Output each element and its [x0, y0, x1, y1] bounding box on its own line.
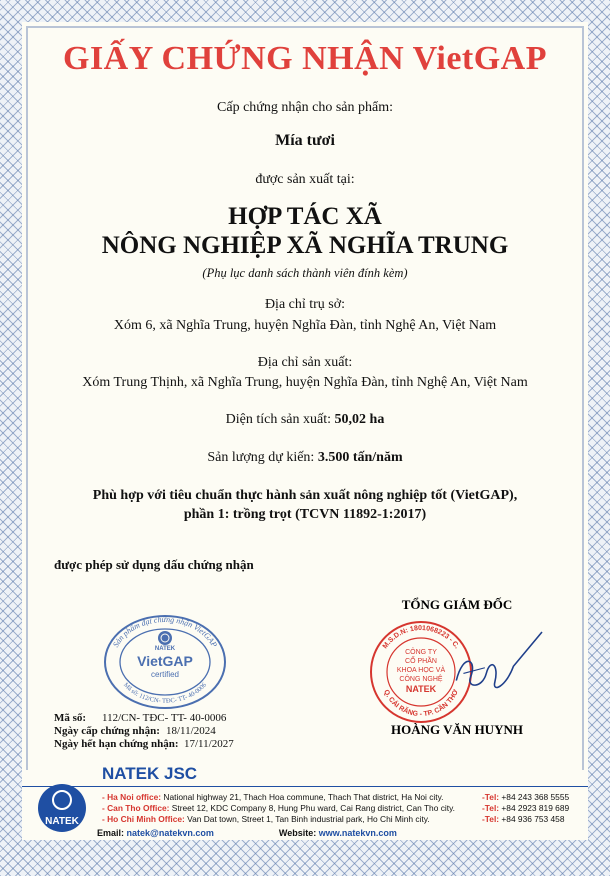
area-label: Diện tích sản xuất:	[225, 412, 332, 427]
seal-org: NATEK	[154, 646, 176, 652]
code-label: Mã số:	[54, 712, 87, 724]
yield-value: 3.500 tấn/năm	[317, 450, 403, 465]
production-address-label: Địa chỉ sản xuất:	[257, 355, 353, 370]
certificate-body	[22, 22, 588, 818]
permit-text: được phép sử dụng dấu chứng nhận	[54, 557, 254, 572]
certified-for-label: Cấp chứng nhận cho sản phẩm:	[217, 100, 393, 115]
expiry-label: Ngày hết hạn chứng nhận:	[54, 738, 179, 750]
tel-value: +84 243 368 5555	[501, 792, 570, 802]
expiry-value: 17/11/2027	[184, 738, 234, 750]
code-value: 112/CN- TĐC- TT- 40-0006	[102, 712, 227, 724]
hq-address: Xóm 6, xã Nghĩa Trung, huyện Nghĩa Đàn, tỉnh Nghệ An, Việt Nam	[113, 318, 497, 333]
office-row	[102, 803, 455, 814]
stamp-line-2: CỔ PHẦN	[405, 658, 437, 665]
tel-label: -Tel:	[482, 803, 500, 813]
email-link[interactable]: natek@natekvn.com	[126, 828, 214, 838]
seal-sub: certified	[150, 670, 180, 679]
phone-list	[482, 792, 569, 825]
production-area	[22, 412, 588, 428]
stamp-line-5: NATEK	[405, 684, 437, 694]
office-list	[102, 792, 455, 825]
coop-name-line1: HỢP TÁC XÃ	[228, 203, 382, 230]
appendix-note: (Phụ lục danh sách thành viên đính kèm)	[202, 266, 408, 280]
hq-address-label: Địa chỉ trụ sở:	[264, 297, 346, 312]
production-address: Xóm Trung Thịnh, xã Nghĩa Trung, huyện Nghĩa Đàn, tỉnh Nghệ An, Việt Nam	[82, 375, 528, 390]
expected-yield	[22, 450, 588, 466]
standard-line-2: phần 1: trồng trọt (TCVN 11892-1:2017)	[183, 507, 427, 522]
seal-arc-text: Sản phẩm đạt chứng nhận VietGAP	[111, 614, 219, 649]
tel-label: -Tel:	[482, 792, 500, 802]
website-link[interactable]: www.natekvn.com	[318, 828, 397, 838]
natek-logo	[36, 782, 88, 834]
footer-divider	[22, 786, 588, 787]
seal-code-text: Mã số: 112/CN- TĐC- TT- 40-0006	[121, 681, 208, 705]
code-row	[54, 712, 234, 725]
office-name: - Can Tho Office:	[102, 803, 170, 813]
product-name: Mía tươi	[275, 132, 335, 149]
logo-text: NATEK	[45, 816, 79, 827]
phone-row	[482, 803, 569, 814]
footer	[22, 764, 588, 840]
director-title: TỔNG GIÁM ĐỐC	[401, 597, 513, 612]
office-row	[102, 814, 455, 825]
website-label: Website:	[278, 828, 317, 838]
stamp-line-3: KHOA HỌC VÀ	[396, 667, 446, 674]
certificate-title: GIẤY CHỨNG NHẬN VietGAP	[63, 40, 547, 77]
office-address: Van Dat town, Street 1, Tan Binh industrial park, Ho Chi Minh city.	[187, 814, 430, 824]
office-name: - Ho Chi Minh Office:	[102, 814, 185, 824]
office-name: - Ha Noi office:	[102, 792, 162, 802]
vietgap-certified-seal	[100, 610, 230, 710]
stamp-ring-text: M.S.D.N: 1801068223 - C.	[381, 624, 461, 651]
office-row	[102, 792, 455, 803]
certificate-codes	[54, 712, 234, 751]
coop-name-line2: NÔNG NGHIỆP XÃ NGHĨA TRUNG	[101, 232, 509, 259]
stamp-line-1: CÔNG TY	[405, 649, 437, 656]
office-address: National highway 21, Thach Hoa commune, Thach That district, Ha Noi city.	[163, 792, 444, 802]
phone-row	[482, 792, 569, 803]
tel-label: -Tel:	[482, 814, 500, 824]
stamp-bottom-text: Q. CÁI RĂNG - TP. CẦN THƠ	[382, 688, 460, 719]
area-value: 50,02 ha	[334, 412, 385, 427]
expiry-row	[54, 738, 234, 751]
yield-label: Sản lượng dự kiến:	[207, 450, 315, 465]
standard-line-1: Phù hợp với tiêu chuẩn thực hành sản xuất nông nghiệp tốt (VietGAP),	[92, 488, 518, 503]
produced-at-label: được sản xuất tại:	[255, 172, 355, 187]
issue-label: Ngày cấp chứng nhận:	[54, 725, 160, 737]
signer-name: HOÀNG VĂN HUYNH	[391, 722, 523, 737]
tel-value: +84 936 753 458	[501, 814, 565, 824]
contact-line	[97, 828, 397, 838]
stamp-line-4: CÔNG NGHỆ	[399, 676, 443, 683]
footer-company: NATEK JSC	[102, 764, 198, 783]
phone-row	[482, 814, 569, 825]
signature	[442, 622, 592, 732]
issue-row	[54, 725, 234, 738]
seal-brand: VietGAP	[137, 653, 193, 669]
office-address: Street 12, KDC Company 8, Hung Phu ward, Cai Rang district, Can Tho city.	[171, 803, 455, 813]
issue-value: 18/11/2024	[166, 725, 216, 737]
tel-value: +84 2923 819 689	[501, 803, 570, 813]
email-label: Email:	[97, 828, 125, 838]
